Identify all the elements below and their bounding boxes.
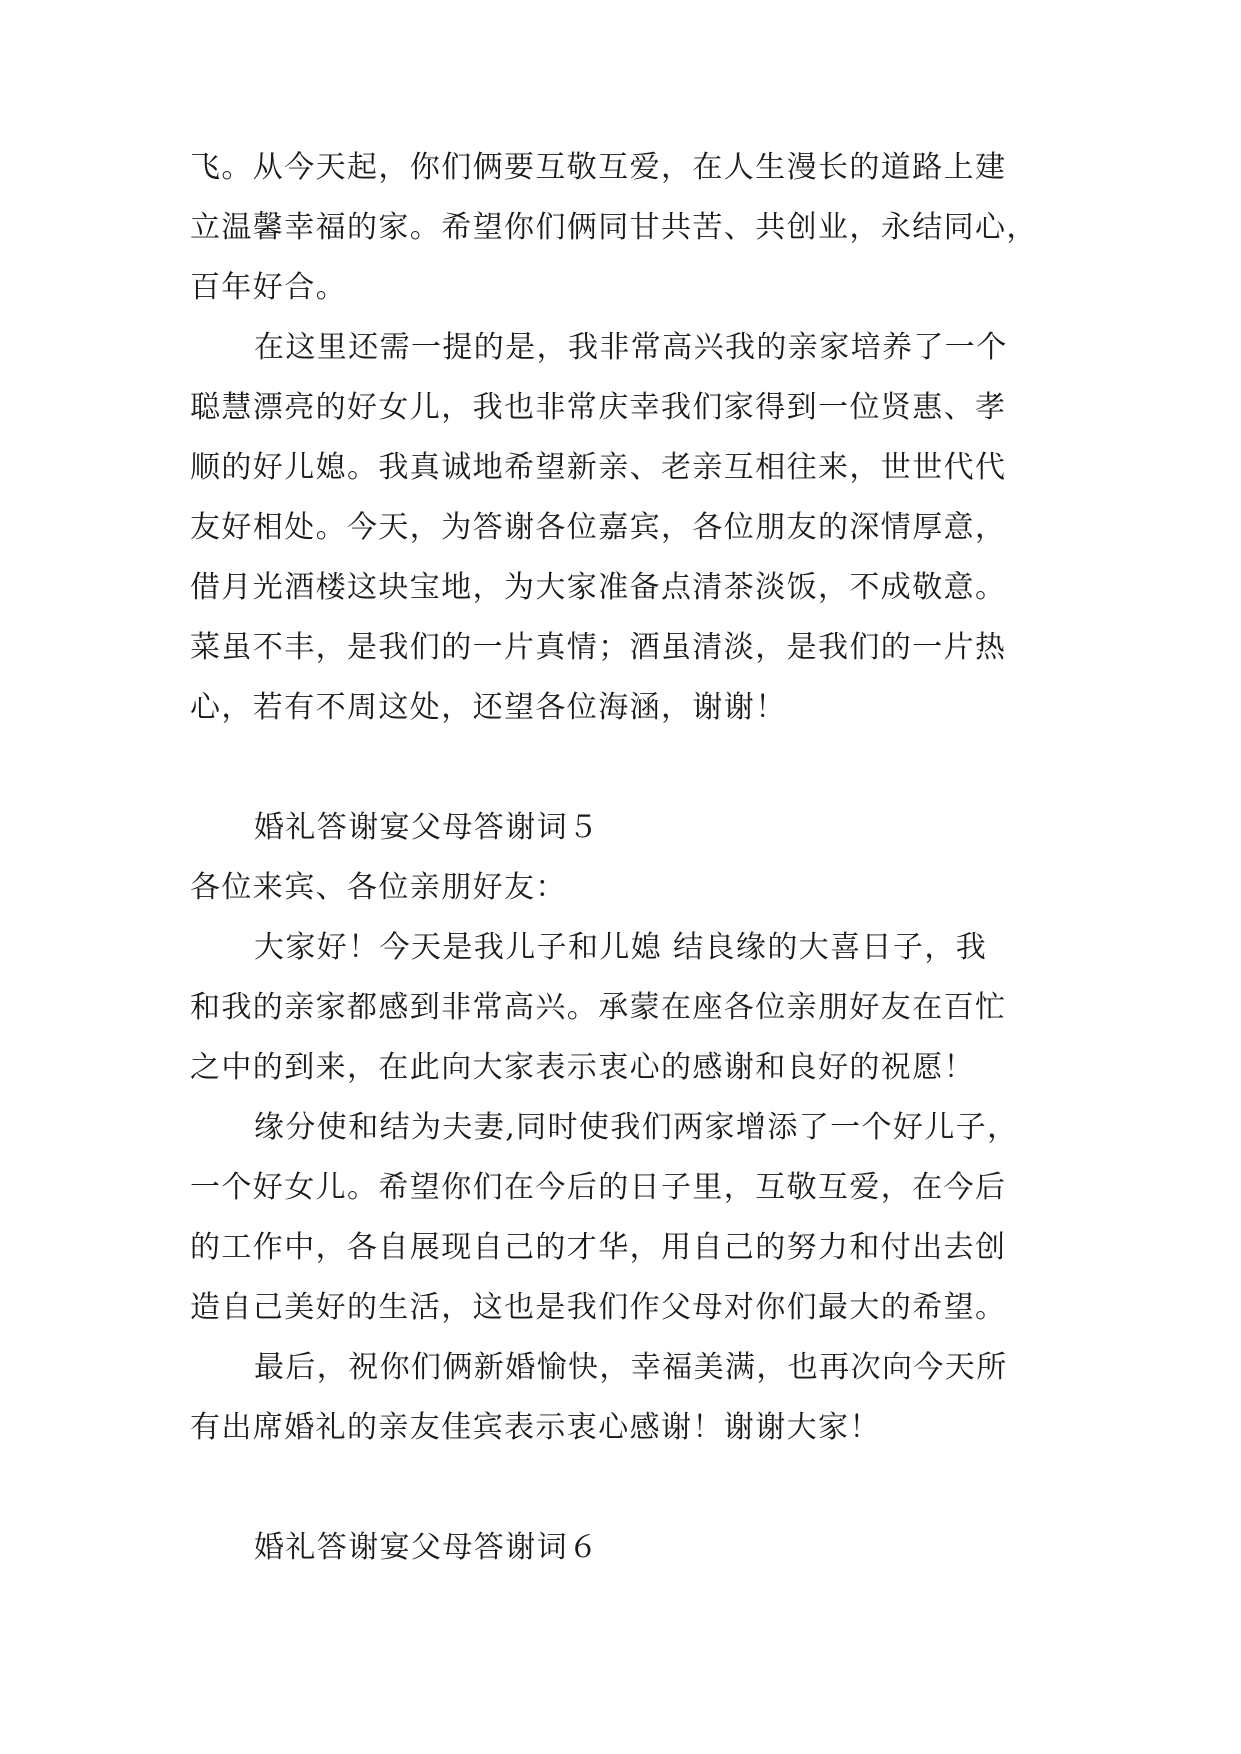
paragraph-line: 友好相处。今天，为答谢各位嘉宾，各位朋友的深情厚意， (190, 510, 1007, 545)
paragraph-line: 大家好！今天是我儿子和儿媳 结良缘的大喜日子，我 (254, 930, 988, 965)
paragraph-line: 有出席婚礼的亲友佳宾表示衷心感谢！谢谢大家！ (190, 1410, 881, 1445)
paragraph-line: 缘分使和结为夫妻,同时使我们两家增添了一个好儿子， (254, 1110, 1019, 1145)
paragraph-line: 在这里还需一提的是，我非常高兴我的亲家培养了一个 (254, 330, 1008, 365)
paragraph-line: 百年好合。 (190, 270, 347, 305)
paragraph-line: 飞。从今天起，你们俩要互敬互爱，在人生漫长的道路上建 (190, 150, 1007, 185)
paragraph-line: 最后，祝你们俩新婚愉快，幸福美满，也再次向今天所 (254, 1350, 1008, 1385)
paragraph-line: 顺的好儿媳。我真诚地希望新亲、老亲互相往来，世世代代 (190, 450, 1007, 485)
paragraph-line: 一个好女儿。希望你们在今后的日子里，互敬互爱，在今后 (190, 1170, 1007, 1205)
paragraph-line: 和我的亲家都感到非常高兴。承蒙在座各位亲朋好友在百忙 (190, 990, 1007, 1025)
paragraph-line: 借月光酒楼这块宝地，为大家准备点清茶淡饭，不成敬意。 (190, 570, 1007, 605)
section-heading: 婚礼答谢宴父母答谢词６ (254, 1530, 600, 1565)
paragraph-line: 的工作中，各自展现自己的才华，用自己的努力和付出去创 (190, 1230, 1007, 1265)
salutation-line: 各位来宾、各位亲朋好友： (190, 870, 567, 905)
paragraph-line: 心，若有不周这处，还望各位海涵，谢谢！ (190, 690, 787, 725)
paragraph-line: 立温馨幸福的家。希望你们俩同甘共苦、共创业，永结同心， (190, 210, 1038, 245)
section-heading: 婚礼答谢宴父母答谢词５ (254, 810, 600, 845)
paragraph-line: 菜虽不丰，是我们的一片真情；酒虽清淡，是我们的一片热 (190, 630, 1007, 665)
paragraph-line: 之中的到来，在此向大家表示衷心的感谢和良好的祝愿！ (190, 1050, 975, 1085)
paragraph-line: 聪慧漂亮的好女儿，我也非常庆幸我们家得到一位贤惠、孝 (190, 390, 1007, 425)
paragraph-line: 造自己美好的生活，这也是我们作父母对你们最大的希望。 (190, 1290, 1007, 1325)
